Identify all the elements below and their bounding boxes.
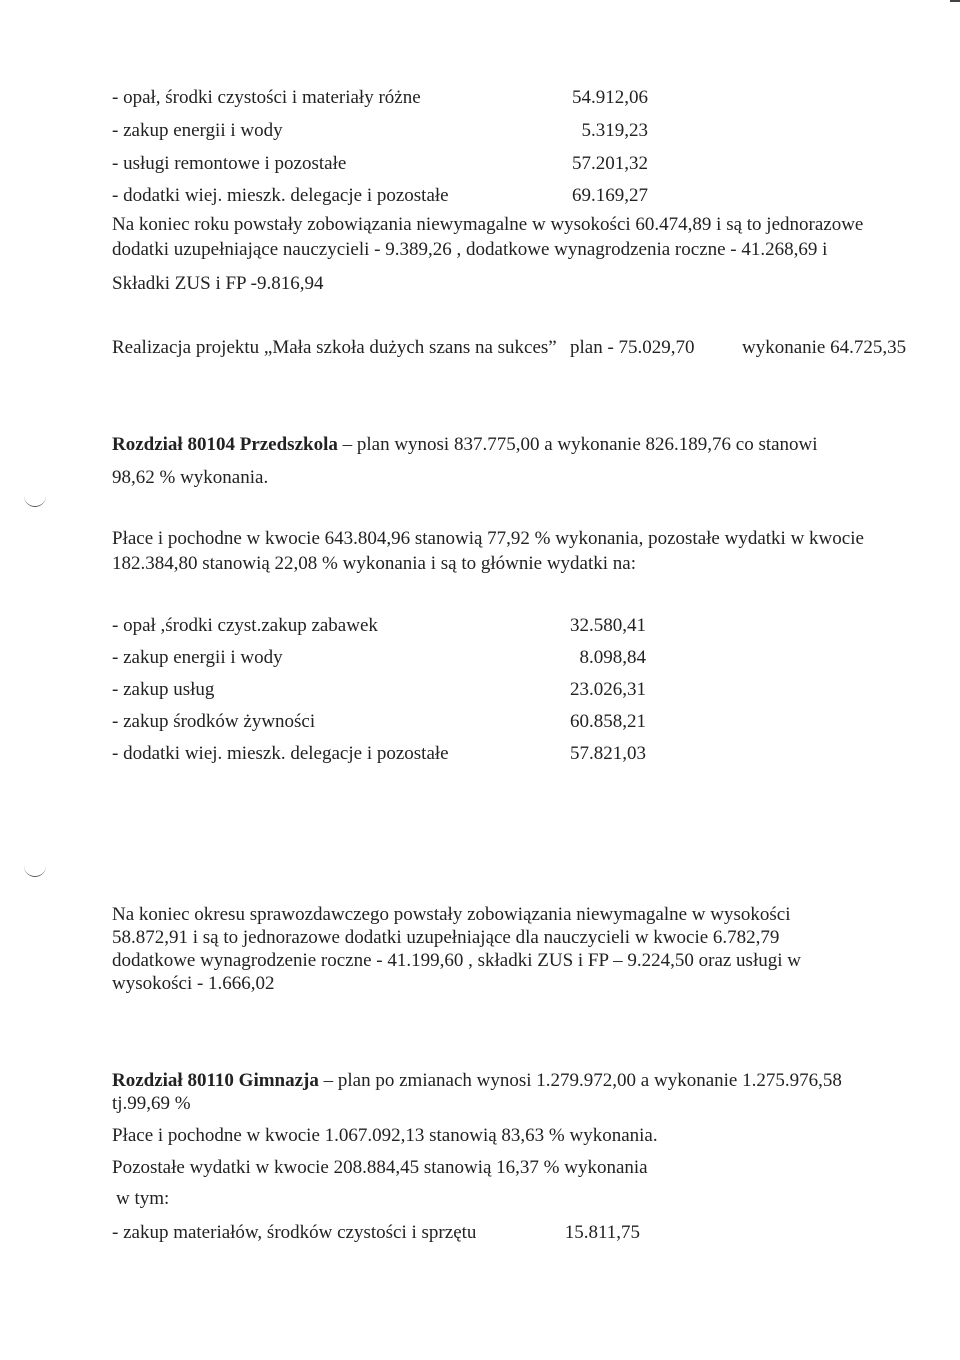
list-item-label: - zakup energii i wody [112, 647, 283, 668]
paragraph-line: dodatki uzupełniające nauczycieli - 9.389,26 , dodatkowe wynagrodzenia roczne - 41.268,69 i [112, 239, 828, 260]
paragraph-line: Płace i pochodne w kwocie 1.067.092,13 stanowią 83,63 % wykonania. [112, 1125, 658, 1146]
project-plan: plan - 75.029,70 [570, 337, 695, 358]
list-item-value: 54.912,06 [572, 87, 648, 108]
paragraph-line: wysokości - 1.666,02 [112, 973, 275, 994]
list-item-value: 5.319,23 [581, 120, 648, 141]
project-exec: wykonanie 64.725,35 [742, 337, 907, 358]
list-item-value: 8.098,84 [579, 647, 646, 668]
list-item-value: 15.811,75 [564, 1222, 640, 1243]
punch-hole-mark [24, 496, 46, 507]
section-heading-line [112, 1069, 842, 1093]
list-item-label: - zakup materiałów, środków czystości i sprzętu [112, 1222, 477, 1243]
paragraph-line: Pozostałe wydatki w kwocie 208.884,45 stanowią 16,37 % wykonania [112, 1157, 648, 1178]
project-line [112, 336, 907, 360]
list-item-label: - usługi remontowe i pozostałe [112, 153, 347, 174]
paragraph-line: 98,62 % wykonania. [112, 467, 269, 488]
paragraph-line: w tym: [116, 1188, 170, 1209]
paragraph-line: Płace i pochodne w kwocie 643.804,96 stanowią 77,92 % wykonania, pozostałe wydatki w kwocie [112, 528, 864, 549]
punch-hole-mark [24, 866, 46, 877]
section-heading-rest: – plan po zmianach wynosi 1.279.972,00 a wykonanie 1.275.976,58 [318, 1070, 842, 1091]
project-text: Realizacja projektu „Mała szkoła dużych szans na sukces” [112, 337, 557, 358]
list-item-label: - dodatki wiej. mieszk. delegacje i pozostałe [112, 185, 449, 206]
paragraph-line: Składki ZUS i FP -9.816,94 [112, 273, 324, 294]
list-item-label: - dodatki wiej. mieszk. delegacje i pozostałe [112, 743, 449, 764]
list-item-label: - zakup środków żywności [112, 711, 316, 732]
list-item-label: - opał ,środki czyst.zakup zabawek [112, 615, 378, 636]
section-heading-rest: – plan wynosi 837.775,00 a wykonanie 826.189,76 co stanowi [337, 434, 818, 455]
list-item-label: - zakup energii i wody [112, 120, 283, 141]
paragraph-line: dodatkowe wynagrodzenie roczne - 41.199,60 , składki ZUS i FP – 9.224,50 oraz usługi w [112, 950, 801, 971]
list-item-value: 57.821,03 [570, 743, 646, 764]
paragraph-line: 182.384,80 stanowią 22,08 % wykonania i są to głównie wydatki na: [112, 553, 637, 574]
paragraph-line: Na koniec okresu sprawozdawczego powstały zobowiązania niewymagalne w wysokości [112, 904, 791, 925]
section-heading-line [112, 433, 818, 457]
list-item-value: 57.201,32 [572, 153, 648, 174]
section-heading: Rozdział 80110 Gimnazja [112, 1070, 319, 1091]
section-heading: Rozdział 80104 Przedszkola [112, 434, 338, 455]
list-item-value: 23.026,31 [570, 679, 646, 700]
list-item-label: - opał, środki czystości i materiały różne [112, 87, 421, 108]
list-item-value: 60.858,21 [570, 711, 646, 732]
paragraph-line: tj.99,69 % [112, 1093, 191, 1114]
list-item-label: - zakup usług [112, 679, 215, 700]
paragraph-line: 58.872,91 i są to jednorazowe dodatki uzupełniające dla nauczycieli w kwocie 6.782,79 [112, 927, 780, 948]
list-item-value: 69.169,27 [572, 185, 648, 206]
list-item-value: 32.580,41 [570, 615, 646, 636]
corner-scan-mark [950, 0, 960, 2]
paragraph-line: Na koniec roku powstały zobowiązania niewymagalne w wysokości 60.474,89 i są to jednorazowe [112, 214, 864, 235]
